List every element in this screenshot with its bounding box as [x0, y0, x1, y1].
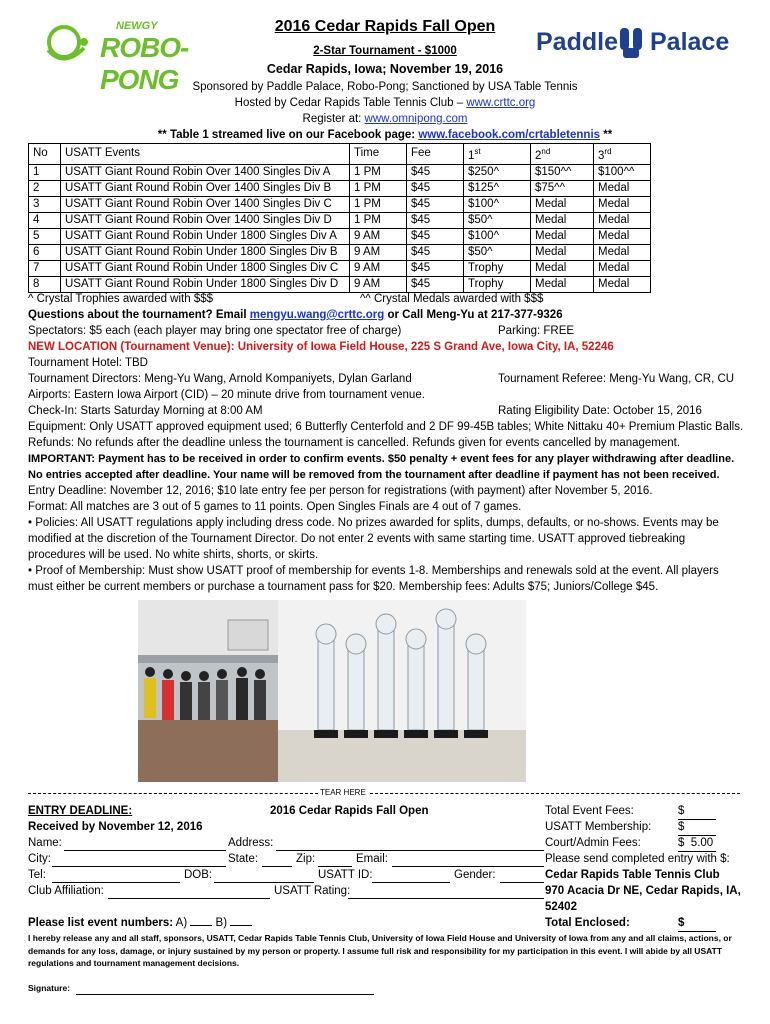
tournament-subtitle: 2-Star Tournament - $1000: [313, 45, 457, 57]
entry-deadline-line: Entry Deadline: November 12, 2016; $10 late entry fee per person for registrations (with payment) after November 5, 2016.: [28, 485, 653, 497]
cell-first: $250^: [464, 164, 531, 180]
cell-no: 6: [29, 244, 61, 260]
cell-no: 7: [29, 260, 61, 276]
usatt-membership-label: USATT Membership:: [545, 821, 652, 833]
cell-first: Trophy: [464, 260, 531, 276]
cell-third: Medal: [594, 212, 651, 228]
table-row: [29, 180, 651, 196]
cell-third: Medal: [594, 244, 651, 260]
send-entry-label: Please send completed entry with $:: [545, 853, 730, 865]
cell-third: Medal: [594, 276, 651, 292]
checkin-line: Check-In: Starts Saturday Morning at 8:00 AM: [28, 405, 263, 417]
city-label: City:: [28, 853, 51, 865]
cell-no: 8: [29, 276, 61, 292]
cell-time: 9 AM: [350, 228, 407, 244]
robo-pong-text: ROBO-PONG: [100, 32, 189, 95]
header-third: [594, 144, 651, 165]
list-a-label: A): [173, 917, 191, 929]
court-admin-label: Court/Admin Fees:: [545, 837, 641, 849]
usatt-rating-label: USATT Rating:: [274, 885, 351, 897]
cell-fee: $45: [407, 164, 464, 180]
tel-label: Tel:: [28, 869, 46, 881]
received-by-label: Received by November 12, 2016: [28, 821, 203, 833]
cell-first: $100^: [464, 196, 531, 212]
cell-fee: $45: [407, 260, 464, 276]
total-enclosed-dollar: $: [678, 916, 716, 932]
cell-fee: $45: [407, 244, 464, 260]
header-no: No: [29, 144, 61, 165]
cell-second: Medal: [531, 212, 594, 228]
usatt-membership-dollar: $: [678, 820, 716, 836]
table-row: [29, 244, 651, 260]
cell-fee: $45: [407, 180, 464, 196]
total-enclosed-label: Total Enclosed:: [545, 917, 630, 929]
court-admin-field: [678, 836, 716, 852]
cell-first: $50^: [464, 244, 531, 260]
paddle-text: Paddle: [536, 28, 618, 56]
name-label: Name:: [28, 837, 62, 849]
usatt-id-label: USATT ID:: [318, 869, 373, 881]
crttc-link[interactable]: www.crttc.org: [466, 97, 536, 109]
total-enclosed-field[interactable]: [678, 916, 716, 932]
stream-suffix: **: [600, 129, 613, 141]
equipment-line: Equipment: Only USATT approved equipment used; 6 Butterfly Centerfold and 2 DF 99-45B tables; White Nittaku 40+ Premium Plastic Balls.: [28, 421, 744, 433]
cell-event: USATT Giant Round Robin Under 1800 Singles Div C: [61, 260, 350, 276]
format-line: Format: All matches are 3 out of 5 games to 11 points. Open Singles Finals are 4 out of 7 games.: [28, 501, 522, 513]
cell-first: $50^: [464, 212, 531, 228]
register-line: [0, 112, 770, 127]
total-event-fees-field[interactable]: [678, 804, 716, 820]
cell-event: USATT Giant Round Robin Under 1800 Singles Div A: [61, 228, 350, 244]
cell-event: USATT Giant Round Robin Over 1400 Singles Div C: [61, 196, 350, 212]
omnipong-link[interactable]: www.omnipong.com: [364, 113, 468, 125]
cell-time: 1 PM: [350, 196, 407, 212]
cell-fee: $45: [407, 276, 464, 292]
cell-time: 1 PM: [350, 164, 407, 180]
club-affiliation-label: Club Affiliation:: [28, 885, 104, 897]
register-prefix: Register at:: [302, 113, 365, 125]
refunds-line: Refunds: No refunds after the deadline unless the tournament is cancelled. Refunds given for events cancelled by management.: [28, 437, 681, 449]
cell-second: $150^^: [531, 164, 594, 180]
cell-first: $125^: [464, 180, 531, 196]
cell-fee: $45: [407, 212, 464, 228]
players-group-photo: [138, 600, 278, 782]
cell-time: 9 AM: [350, 260, 407, 276]
cell-no: 5: [29, 228, 61, 244]
header-second: [531, 144, 594, 165]
entry-deadline-label: ENTRY DEADLINE:: [28, 805, 133, 817]
zip-label: Zip:: [296, 853, 316, 865]
important-line-1: IMPORTANT: Payment has to be received in order to confirm events. $50 penalty + event fees for any player withdrawing after deadline.: [28, 453, 735, 465]
address-input[interactable]: [276, 850, 544, 851]
list-b-label: B): [212, 917, 231, 929]
cell-no: 3: [29, 196, 61, 212]
list-events-label: Please list event numbers:: [28, 917, 174, 929]
events-table: [28, 143, 651, 293]
form-title: 2016 Cedar Rapids Fall Open: [270, 805, 429, 817]
court-admin-dollar: $: [678, 837, 685, 849]
cell-third: Medal: [594, 228, 651, 244]
facebook-link[interactable]: www.facebook.com/crtabletennis: [418, 129, 601, 141]
header-second-num: 2: [535, 149, 542, 162]
cell-third: Medal: [594, 196, 651, 212]
cell-third: $100^^: [594, 164, 651, 180]
questions-line: [28, 308, 563, 323]
sponsored-line: Sponsored by Paddle Palace, Robo-Pong; Sanctioned by USA Table Tennis: [192, 81, 578, 93]
cell-fee: $45: [407, 196, 464, 212]
club-name: Cedar Rapids Table Tennis Club: [545, 869, 720, 881]
cell-second: Medal: [531, 228, 594, 244]
cell-first: $100^: [464, 228, 531, 244]
cell-time: 9 AM: [350, 276, 407, 292]
spectators-line: Spectators: $5 each (each player may bring one spectator free of charge): [28, 325, 402, 337]
stream-line: [0, 128, 770, 143]
header-first: [464, 144, 531, 165]
header-third-sup: rd: [604, 147, 612, 156]
hosted-prefix: Hosted by Cedar Rapids Table Tennis Club –: [234, 97, 467, 109]
table-row: [29, 212, 651, 228]
policies-line-2: modified at the discretion of the Tournament Director. Do not enter 2 events with same starting time. USATT approved tiebreaking: [28, 533, 686, 545]
directors-line: Tournament Directors: Meng-Yu Wang, Arnold Kompaniyets, Dylan Garland: [28, 373, 412, 385]
cell-time: 9 AM: [350, 244, 407, 260]
city-input[interactable]: [52, 866, 226, 867]
cell-time: 1 PM: [350, 212, 407, 228]
gender-label: Gender:: [454, 869, 496, 881]
court-admin-value: 5.00: [690, 837, 714, 849]
dob-input[interactable]: [214, 882, 314, 883]
name-input[interactable]: [64, 850, 226, 851]
policies-line-3: procedures will be used. No white shirts, shorts, or skirts.: [28, 549, 319, 561]
crystal-trophies-photo: [278, 600, 526, 782]
crystal-trophies-photo-graphic: [278, 600, 526, 782]
signature-input[interactable]: [76, 994, 374, 995]
cell-no: 1: [29, 164, 61, 180]
usatt-rating-input[interactable]: [348, 898, 544, 899]
tel-input[interactable]: [52, 882, 180, 883]
waiver-text: I hereby release any and all staff, sponsors, USATT, Cedar Rapids Table Tennis Club, University of Iowa Field House and University of Iowa from any and all claims, actions, or demands for any loss, damage, or injury sustained by my person or property. I assume full risk and responsibility for my participation in this event. I will abide by all USATT regulations and tournament management decisions.: [28, 933, 732, 968]
state-input[interactable]: [262, 866, 292, 867]
header-fee: Fee: [407, 144, 464, 165]
cell-event: USATT Giant Round Robin Over 1400 Singles Div B: [61, 180, 350, 196]
palace-text: Palace: [650, 28, 730, 56]
table-row: [29, 260, 651, 276]
event-b-input[interactable]: [230, 925, 252, 926]
cell-third: Medal: [594, 260, 651, 276]
state-label: State:: [228, 853, 259, 865]
cell-no: 2: [29, 180, 61, 196]
cell-second: Medal: [531, 276, 594, 292]
tear-here-label: TEAR HERE: [320, 788, 366, 797]
table-row: [29, 276, 651, 292]
cell-second: $75^^: [531, 180, 594, 196]
cell-time: 1 PM: [350, 180, 407, 196]
header-time: Time: [350, 144, 407, 165]
new-location-line: NEW LOCATION (Tournament Venue): University of Iowa Field House, 225 S Grand Ave, Iowa City, IA, 52246: [28, 341, 614, 353]
email-link[interactable]: mengyu.wang@crttc.org: [249, 309, 385, 321]
stream-prefix: ** Table 1 streamed live on our Facebook page:: [157, 129, 419, 141]
table-row: [29, 228, 651, 244]
policies-line-1: • Policies: All USATT regulations apply including dress code. No prizes awarded for splits, dumps, defaults, or no-shows. Events may be: [28, 517, 719, 529]
rating-date-line: Rating Eligibility Date: October 15, 2016: [498, 405, 702, 417]
event-a-input[interactable]: [190, 925, 212, 926]
events-table-body: [29, 164, 651, 292]
referee-line: Tournament Referee: Meng-Yu Wang, CR, CU: [498, 373, 735, 385]
gender-input[interactable]: [500, 882, 544, 883]
medals-note: ^^ Crystal Medals awarded with $$$: [360, 293, 544, 305]
newgy-text: NEWGY: [116, 20, 158, 32]
usatt-id-input[interactable]: [372, 882, 450, 883]
table-row: [29, 196, 651, 212]
tear-line-right: [370, 793, 740, 794]
email-input[interactable]: [392, 866, 544, 867]
total-event-fees-dollar: $: [678, 804, 716, 820]
membership-line-1: • Proof of Membership: Must show USATT proof of membership for events 1-8. Memberships and renewals sold at the event. All players: [28, 565, 719, 577]
parking-line: Parking: FREE: [498, 325, 575, 337]
airports-line: Airports: Eastern Iowa Airport (CID) – 20 minute drive from tournament venue.: [28, 389, 425, 401]
trophies-note: ^ Crystal Trophies awarded with $$$: [28, 293, 214, 305]
list-events-line: [28, 916, 252, 931]
important-line-2: No entries accepted after deadline. Your name will be removed from the tournament after deadline if payment has not been received.: [28, 469, 720, 481]
header-events: USATT Events: [61, 144, 350, 165]
email-label: Email:: [356, 853, 388, 865]
cell-event: USATT Giant Round Robin Under 1800 Singles Div D: [61, 276, 350, 292]
club-address: 970 Acacia Dr NE, Cedar Rapids, IA,: [545, 885, 741, 897]
cell-second: Medal: [531, 244, 594, 260]
header-first-num: 1: [468, 149, 475, 162]
membership-line-2: must either be current members or purchase a tournament pass for $20. Membership fees: Adults $75; Juniors/College $45.: [28, 581, 659, 593]
court-admin-amount: [678, 836, 716, 852]
questions-suffix: or Call Meng-Yu at 217-377-9326: [384, 309, 563, 321]
header-third-num: 3: [598, 149, 605, 162]
signature-label: Signature:: [28, 983, 71, 993]
hosted-line: [0, 96, 770, 111]
cell-second: Medal: [531, 260, 594, 276]
cell-third: Medal: [594, 180, 651, 196]
cell-event: USATT Giant Round Robin Over 1400 Singles Div D: [61, 212, 350, 228]
zip-input[interactable]: [318, 866, 352, 867]
table-row: [29, 164, 651, 180]
location-date: Cedar Rapids, Iowa; November 19, 2016: [266, 62, 504, 76]
tear-line-left: [28, 793, 318, 794]
total-event-fees-label: Total Event Fees:: [545, 805, 634, 817]
page-title: 2016 Cedar Rapids Fall Open: [274, 18, 496, 35]
cell-first: Trophy: [464, 276, 531, 292]
questions-prefix: Questions about the tournament? Email: [28, 309, 250, 321]
address-label: Address:: [228, 837, 274, 849]
club-affiliation-input[interactable]: [108, 898, 270, 899]
cell-event: USATT Giant Round Robin Over 1400 Singles Div A: [61, 164, 350, 180]
table-header-row: [29, 144, 651, 165]
dob-label: DOB:: [184, 869, 213, 881]
club-zip: 52402: [545, 901, 577, 913]
cell-second: Medal: [531, 196, 594, 212]
header-second-sup: nd: [541, 147, 551, 156]
usatt-membership-field[interactable]: [678, 820, 716, 836]
players-group-photo-graphic: [138, 600, 278, 782]
cell-no: 4: [29, 212, 61, 228]
header-first-sup: st: [474, 147, 481, 156]
cell-fee: $45: [407, 228, 464, 244]
hotel-line: Tournament Hotel: TBD: [28, 357, 148, 369]
cell-event: USATT Giant Round Robin Under 1800 Singles Div B: [61, 244, 350, 260]
